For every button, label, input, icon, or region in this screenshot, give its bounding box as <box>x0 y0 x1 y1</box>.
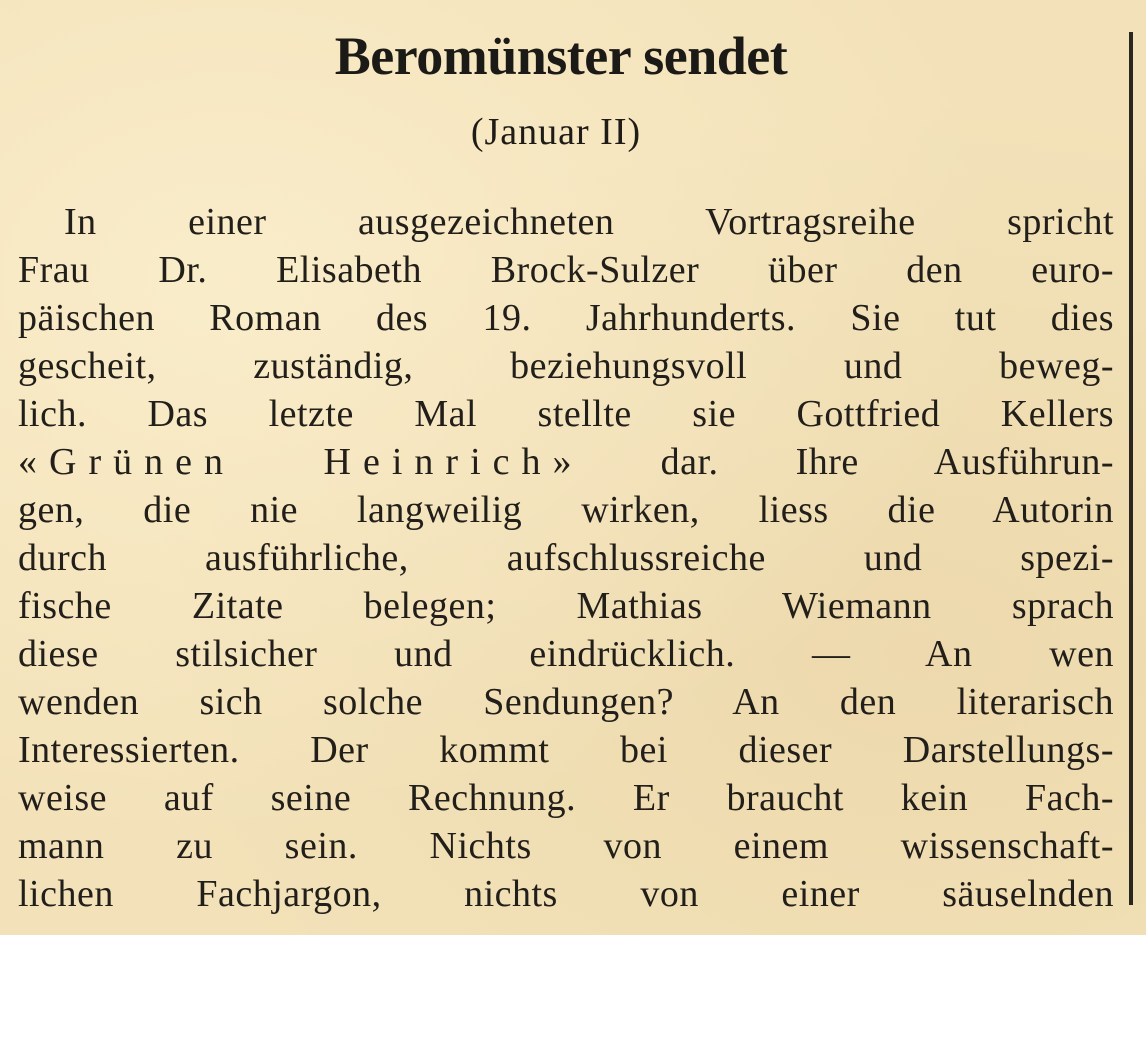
article-subheadline: (Januar II) <box>470 111 642 153</box>
article-body <box>18 198 1114 918</box>
body-line: gen, die nie langweilig wirken, liess die Autorin <box>18 489 1114 531</box>
body-line: diese stilsicher und eindrücklich. — An wen <box>18 633 1114 675</box>
body-line-remainder: dar. Ihre Ausführun- <box>660 441 1114 483</box>
body-line: In einer ausgezeichneten Vortragsreihe spricht <box>64 201 1114 243</box>
body-line: weise auf seine Rechnung. Er braucht kein Fach- <box>18 777 1114 819</box>
body-line-with-title <box>18 438 1114 486</box>
body-line: Frau Dr. Elisabeth Brock-Sulzer über den euro- <box>18 249 1114 291</box>
body-line: durch ausführliche, aufschlussreiche und spezi- <box>18 537 1114 579</box>
body-line: lich. Das letzte Mal stellte sie Gottfried Kellers <box>18 393 1114 435</box>
column-rule <box>1129 32 1133 905</box>
body-line: gescheit, zuständig, beziehungsvoll und beweg- <box>18 345 1114 387</box>
body-line: mann zu sein. Nichts von einem wissenschaft- <box>18 825 1114 867</box>
body-line: lichen Fachjargon, nichts von einer säuselnden <box>18 873 1114 915</box>
body-line: fische Zitate belegen; Mathias Wiemann sprach <box>18 585 1114 627</box>
body-line: Interessierten. Der kommt bei dieser Darstellungs- <box>18 729 1114 771</box>
body-line: päischen Roman des 19. Jahrhunderts. Sie tut dies <box>18 297 1114 339</box>
article-headline: Beromünster sendet <box>334 26 788 86</box>
body-line: wenden sich solche Sendungen? An den literarisch <box>18 681 1114 723</box>
book-title: «Grünen Heinrich» <box>18 441 584 483</box>
